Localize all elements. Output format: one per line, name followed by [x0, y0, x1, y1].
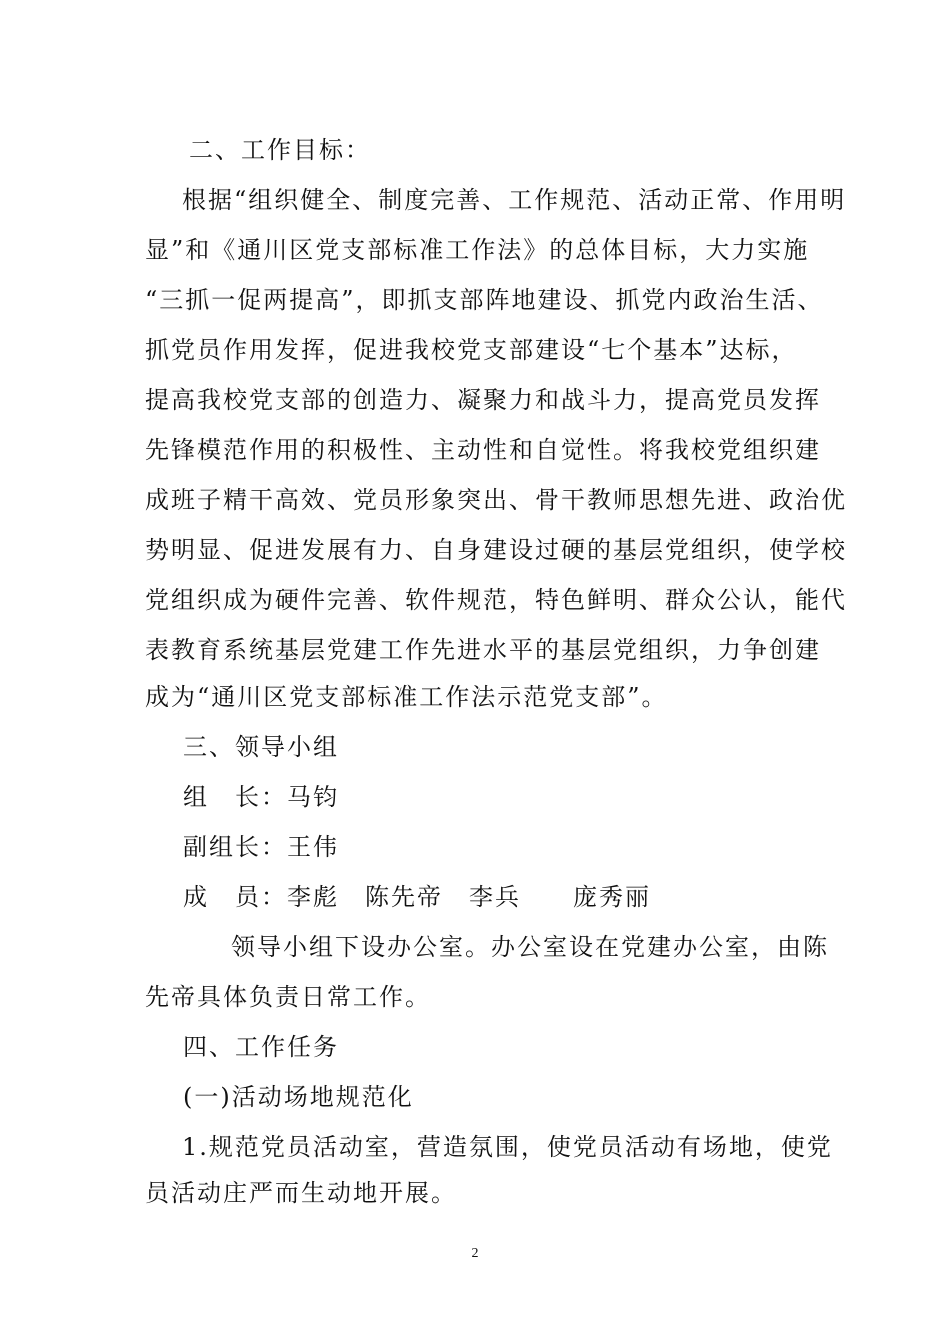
paragraph-line: 显”和《通川区党支部标准工作法》的总体目标，大力实施 — [145, 236, 810, 264]
paragraph-line: 1.规范党员活动室，营造氛围，使党员活动有场地，使党 — [182, 1133, 833, 1161]
paragraph-line: 先锋模范作用的积极性、主动性和自觉性。将我校党组织建 — [145, 436, 821, 464]
section-heading: 四、工作任务 — [183, 1033, 339, 1061]
subsection-heading: (一)活动场地规范化 — [183, 1083, 414, 1111]
paragraph-line: “三抓一促两提高”，即抓支部阵地建设、抓党内政治生活、 — [145, 286, 824, 314]
paragraph-line: 成班子精干高效、党员形象突出、骨干教师思想先进、政治优 — [145, 486, 847, 514]
deputy-leader-line: 副组长：王伟 — [183, 833, 339, 861]
paragraph-line: 根据“组织健全、制度完善、工作规范、活动正常、作用明 — [182, 186, 847, 214]
members-line: 成 员：李彪 陈先帝 李兵 庞秀丽 — [183, 883, 651, 911]
paragraph-line: 表教育系统基层党建工作先进水平的基层党组织，力争创建 — [145, 636, 821, 664]
paragraph-line: 先帝具体负责日常工作。 — [145, 983, 431, 1011]
leader-line: 组 长：马钧 — [183, 783, 339, 811]
section-heading: 三、领导小组 — [183, 733, 339, 761]
paragraph-line: 成为“通川区党支部标准工作法示范党支部”。 — [145, 683, 668, 711]
page-number: 2 — [471, 1246, 479, 1261]
paragraph-line: 员活动庄严而生动地开展。 — [145, 1179, 457, 1207]
paragraph-line: 领导小组下设办公室。办公室设在党建办公室，由陈 — [231, 933, 829, 961]
paragraph-line: 势明显、促进发展有力、自身建设过硬的基层党组织，使学校 — [145, 536, 847, 564]
paragraph-line: 提高我校党支部的创造力、凝聚力和战斗力，提高党员发挥 — [145, 386, 821, 414]
paragraph-line: 抓党员作用发挥，促进我校党支部建设“七个基本”达标， — [145, 336, 798, 364]
section-heading: 二、工作目标： — [189, 136, 371, 164]
paragraph-line: 党组织成为硬件完善、软件规范，特色鲜明、群众公认，能代 — [145, 586, 847, 614]
